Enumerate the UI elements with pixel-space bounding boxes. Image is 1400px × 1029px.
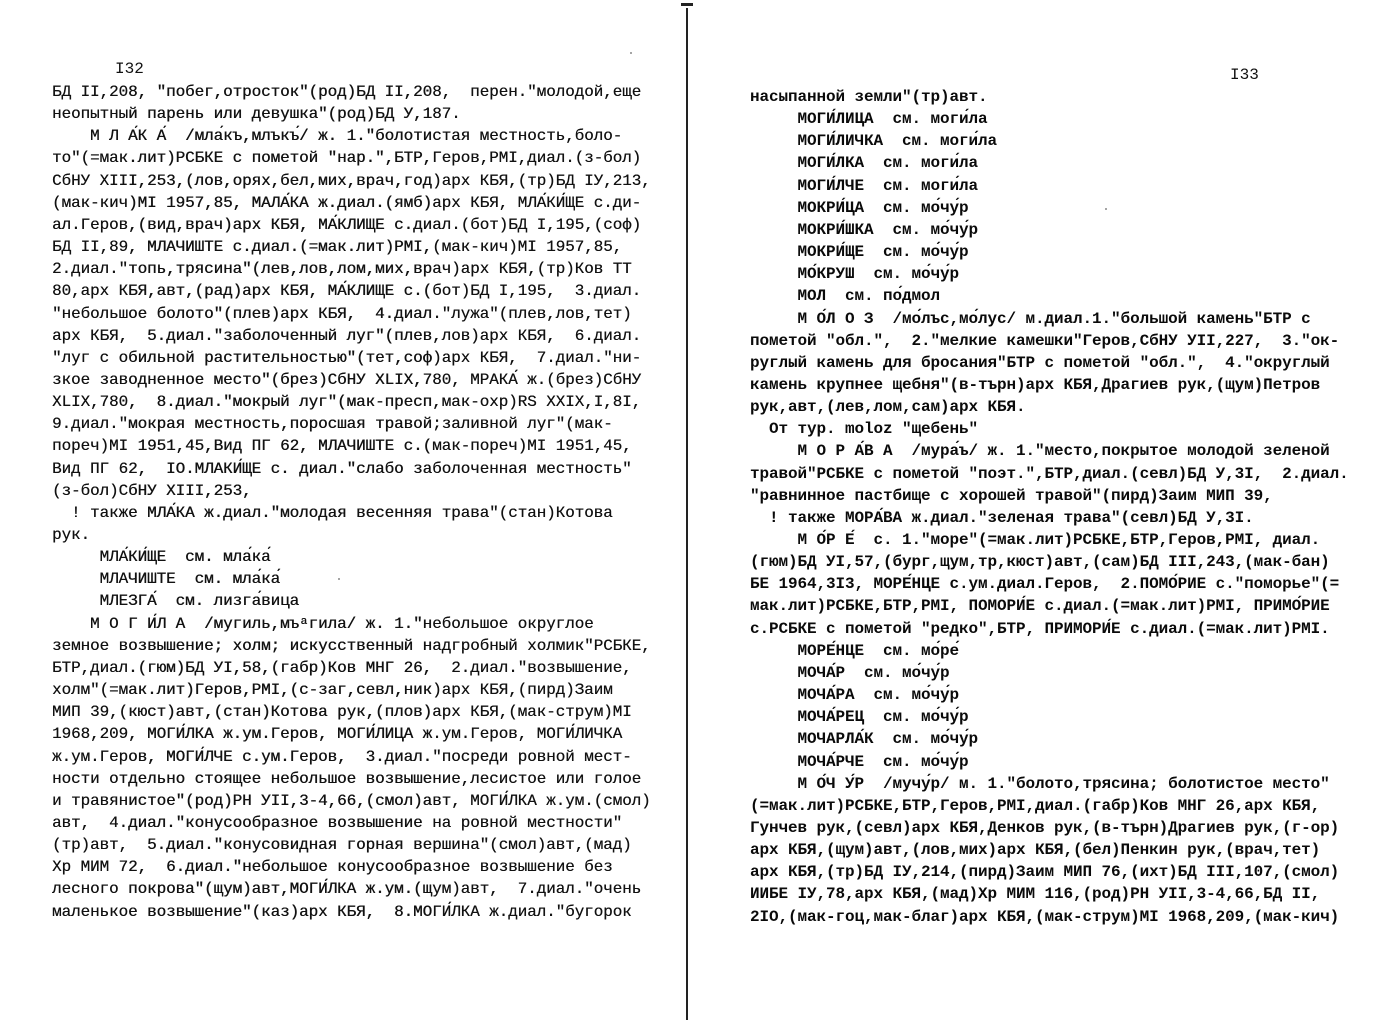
text-line: 80,арх КБЯ,авт,(рад)арх КБЯ, МА́КЛИЩЕ с.(бот)БД I,195, 3.диал. bbox=[52, 282, 642, 301]
text-line: МОГИ́ЛКА см. моги́ла bbox=[750, 154, 979, 173]
text-line: БТР,диал.(гюм)БД УI,58,(габр)Ков МНГ 26, 2.диал."возвышение, bbox=[52, 658, 632, 677]
text-line: МИП 39,(кюст)авт,(стан)Котова рук,(плов)арх КБЯ,(мак-струм)MI bbox=[52, 703, 632, 722]
text-line: ал.Геров,(вид,врач)арх КБЯ, МА́КЛИЩЕ с.диал.(бот)БД I,195,(соф) bbox=[52, 215, 642, 234]
text-line: МОЧА́РЧЕ см. мо́чу́р bbox=[750, 752, 969, 771]
text-line: (=мак.лит)РСБКЕ,БТР,Геров,PMI,диал.(габр)Ков МНГ 26,арх КБЯ, bbox=[750, 796, 1321, 815]
text-line: ж.ум.Геров, МОГИ́ЛЧЕ с.ум.Геров, 3.диал."посреди ровной мест- bbox=[52, 747, 632, 766]
text-line: Вид ПГ 62, IO.МЛАКИ́ЩЕ с. диал."слабо заболоченная местность" bbox=[52, 459, 632, 478]
text-line: М Л А́К А́ /мла́къ,млъкъ́/ ж. 1."болотистая местность,боло- bbox=[52, 127, 623, 146]
scan-speck bbox=[630, 52, 632, 54]
text-line: "равнинное пастбище с хорошей травой"(пирд)Заим МИП 39, bbox=[750, 486, 1273, 505]
text-line: рук,авт,(лев,лом,сам)арх КБЯ. bbox=[750, 398, 1026, 417]
text-line: маленькое возвышение"(каз)арх КБЯ, 8.МОГИ́ЛКА ж.диал."бугорок bbox=[52, 902, 632, 921]
left-page bbox=[0, 0, 686, 1029]
text-line: ИИБЕ IУ,78,арх КБЯ,(мад)Хр МИМ 116,(род)РН УII,3-4,66,БД II, bbox=[750, 885, 1321, 904]
text-line: МОЧАРЛА́К см. мо́чу́р bbox=[750, 730, 979, 749]
text-line: СбНУ XIII,253,(лов,орях,бел,мих,врач,год)арх КБЯ,(тр)БД IУ,213, bbox=[52, 171, 651, 190]
text-line: XLIX,780, 8.диал."мокрый луг"(мак-пресп,мак-охр)RS XXIX,I,8I, bbox=[52, 393, 642, 412]
text-line: "луг с обильной растительностью"(тет,соф)арх КБЯ, 7.диал."ни- bbox=[52, 348, 642, 367]
text-line: ! также МЛА́КА ж.диал."молодая весенняя трава"(стан)Котова bbox=[52, 503, 613, 522]
text-line: авт, 4.диал."конусообразное возвышение на ровной местности" bbox=[52, 813, 623, 832]
text-line: и травянистое"(род)РН УII,3-4,66,(смол)авт, МОГИ́ЛКА ж.ум.(смол) bbox=[52, 791, 651, 810]
text-line: БЕ 1964,3I3, МОРЕ́НЦЕ с.ум.диал.Геров, 2.ПОМО́РИЕ с."поморье"(= bbox=[750, 575, 1340, 594]
page-gutter-line bbox=[686, 8, 688, 1020]
text-line: мак.лит)РСБКЕ,БТР,PMI, ПОМОРИ́Е с.диал.(=мак.лит)PMI, ПРИМО́РИЕ bbox=[750, 597, 1330, 616]
text-line: зкое заводненное место"(брез)СбНУ XLIX,780, МРАКА́ ж.(брез)СбНУ bbox=[52, 370, 642, 389]
text-line: БД II,89, МЛАЧИШТЕ с.диал.(=мак.лит)PMI,(мак-кич)MI 1957,85, bbox=[52, 238, 623, 257]
text-line: (гюм)БД УI,57,(бург,щум,тр,кюст)авт,(сам)БД III,243,(мак-бан) bbox=[750, 553, 1330, 572]
text-line: 9.диал."мокрая местность,поросшая травой;заливной луг"(мак- bbox=[52, 415, 613, 434]
text-line: МОКРИ́ЦА см. мо́чу́р bbox=[750, 198, 969, 217]
text-line: ! также МОРА́ВА ж.диал."зеленая трава"(севл)БД У,3I. bbox=[750, 508, 1254, 527]
text-line: камень крупнее щебня"(в-търн)арх КБЯ,Драгиев рук,(щум)Петров bbox=[750, 375, 1321, 394]
text-line: МОЛ см. по́дмол bbox=[750, 287, 941, 306]
text-line: то"(=мак.лит)РСБКЕ с пометой "нар.",БТР,Геров,PMI,диал.(з-бол) bbox=[52, 149, 642, 168]
text-line: Хр МИМ 72, 6.диал."небольшое конусообразное возвышение без bbox=[52, 858, 613, 877]
text-line: МОЧА́РА см. мо́чу́р bbox=[750, 686, 960, 705]
text-line: земное возвышение; холм; искусственный надгробный холмик"РСБКЕ, bbox=[52, 636, 651, 655]
page-number: I32 bbox=[115, 60, 144, 78]
scan-speck bbox=[1105, 208, 1107, 210]
text-line: Гунчев рук,(севл)арх КБЯ,Денков рук,(в-търн)Драгиев рук,(г-ор) bbox=[750, 818, 1340, 837]
right-page bbox=[690, 0, 1400, 1029]
text-line: МОЧА́Р см. мо́чу́р bbox=[750, 663, 950, 682]
text-line: арх КБЯ, 5.диал."заболоченный луг"(плев,лов)арх КБЯ, 6.диал. bbox=[52, 326, 642, 345]
text-line: (мак-кич)MI 1957,85, МАЛА́КА ж.диал.(ямб)арх КБЯ, МЛА́КИ́ЩЕ с.ди- bbox=[52, 193, 642, 212]
text-line: лесного покрова"(щум)авт,МОГИ́ЛКА ж.ум.(щум)авт, 7.диал."очень bbox=[52, 880, 642, 899]
text-line: с.РСБКЕ с пометой "редко",БТР, ПРИМОРИ́Е с.диал.(=мак.лит)PMI. bbox=[750, 619, 1330, 638]
text-line: МОКРИ́ЩЕ см. мо́чу́р bbox=[750, 243, 969, 262]
text-line: М О Р А́В А /мура́ъ/ ж. 1."место,покрытое молодой зеленой bbox=[750, 442, 1330, 461]
text-line: травой"РСБКЕ с пометой "поэт.",БТР,диал.(севл)БД У,3I, 2.диал. bbox=[750, 464, 1349, 483]
text-line: 1968,209, МОГИ́ЛКА ж.ум.Геров, МОГИ́ЛИЦА ж.ум.Геров, МОГИ́ЛИЧКА bbox=[52, 725, 623, 744]
text-line: МОГИ́ЛИЧКА см. моги́ла bbox=[750, 132, 998, 151]
text-line: насыпанной земли"(тр)авт. bbox=[750, 88, 988, 106]
text-line: МЛЕЗГА́ см. лизга́вица bbox=[52, 592, 300, 611]
text-line: ности отдельно стоящее небольшое возвышение,лесистое или голое bbox=[52, 769, 642, 788]
text-line: МЛАЧИШТЕ см. мла́ка́ bbox=[52, 570, 281, 589]
text-line: 2IO,(мак-гоц,мак-благ)арх КБЯ,(мак-струм)MI 1968,209,(мак-кич) bbox=[750, 907, 1340, 926]
text-line: МО́КРУШ см. мо́чу́р bbox=[750, 265, 960, 284]
text-line: М О́Р Е́ с. 1."море"(=мак.лит)РСБКЕ,БТР,Геров,PMI, диал. bbox=[750, 531, 1321, 549]
text-line: МОЧА́РЕЦ см. мо́чу́р bbox=[750, 708, 969, 727]
text-line: арх КБЯ,(тр)БД IУ,214,(пирд)Заим МИП 76,(ихт)БД III,107,(смол) bbox=[750, 863, 1340, 882]
text-line: (з-бол)СбНУ XIII,253, bbox=[52, 481, 252, 500]
text-line: рук. bbox=[52, 526, 91, 544]
text-line: М О́Ч У́Р /мучу́р/ м. 1."болото,трясина; болотистое место" bbox=[750, 774, 1330, 793]
text-line: руглый камень для бросания"БТР с пометой "обл.", 4."округлый bbox=[750, 353, 1330, 372]
text-line: пореч)MI 1951,45,Вид ПГ 62, МЛАЧИШТЕ с.(мак-пореч)MI 1951,45, bbox=[52, 437, 632, 456]
text-line: 2.диал."топь,трясина"(лев,лов,лом,мих,врач)арх КБЯ,(тр)Ков ТТ bbox=[52, 260, 632, 279]
text-line: МОКРИ́ШКА см. мо́чу́р bbox=[750, 220, 979, 239]
scan-speck bbox=[338, 578, 340, 580]
text-line: пометой "обл.", 2."мелкие камешки"Геров,СбНУ УII,227, 3."ок- bbox=[750, 331, 1340, 350]
text-line: "небольшое болото"(плев)арх КБЯ, 4.диал."лужа"(плев,лов,тет) bbox=[52, 304, 632, 323]
text-line: БД II,208, "побег,отросток"(род)БД II,208, перен."молодой,еще bbox=[52, 83, 642, 101]
text-line: МОРЕ́НЦЕ см. мо́ре́ bbox=[750, 641, 960, 660]
text-line: МОГИ́ЛИЦА см. моги́ла bbox=[750, 110, 988, 129]
text-line: М О Г И́Л А /мугиль,мъᵃгила/ ж. 1."небольшое округлое bbox=[52, 614, 594, 633]
text-line: (тр)авт, 5.диал."конусовидная горная вершина"(смол)авт,(мад) bbox=[52, 836, 632, 855]
text-line: неопытный парень или девушка"(род)БД У,187. bbox=[52, 105, 461, 124]
text-line: МЛА́КИ́ЩЕ см. мла́ка́ bbox=[52, 548, 271, 567]
text-line: М О́Л О З /мо́лъс,мо́лус/ м.диал.1."большой камень"БТР с bbox=[750, 309, 1311, 328]
text-line: арх КБЯ,(щум)авт,(лов,мих)арх КБЯ,(бел)Пенкин рук,(врач,тет) bbox=[750, 841, 1321, 860]
page-number: I33 bbox=[1230, 66, 1259, 84]
text-line: холм"(=мак.лит)Геров,PMI,(с-заг,севл,ник)арх КБЯ,(пирд)Заим bbox=[52, 681, 613, 700]
text-line: От тур. moloz "щебень" bbox=[750, 420, 979, 439]
text-line: МОГИ́ЛЧЕ см. моги́ла bbox=[750, 176, 979, 195]
